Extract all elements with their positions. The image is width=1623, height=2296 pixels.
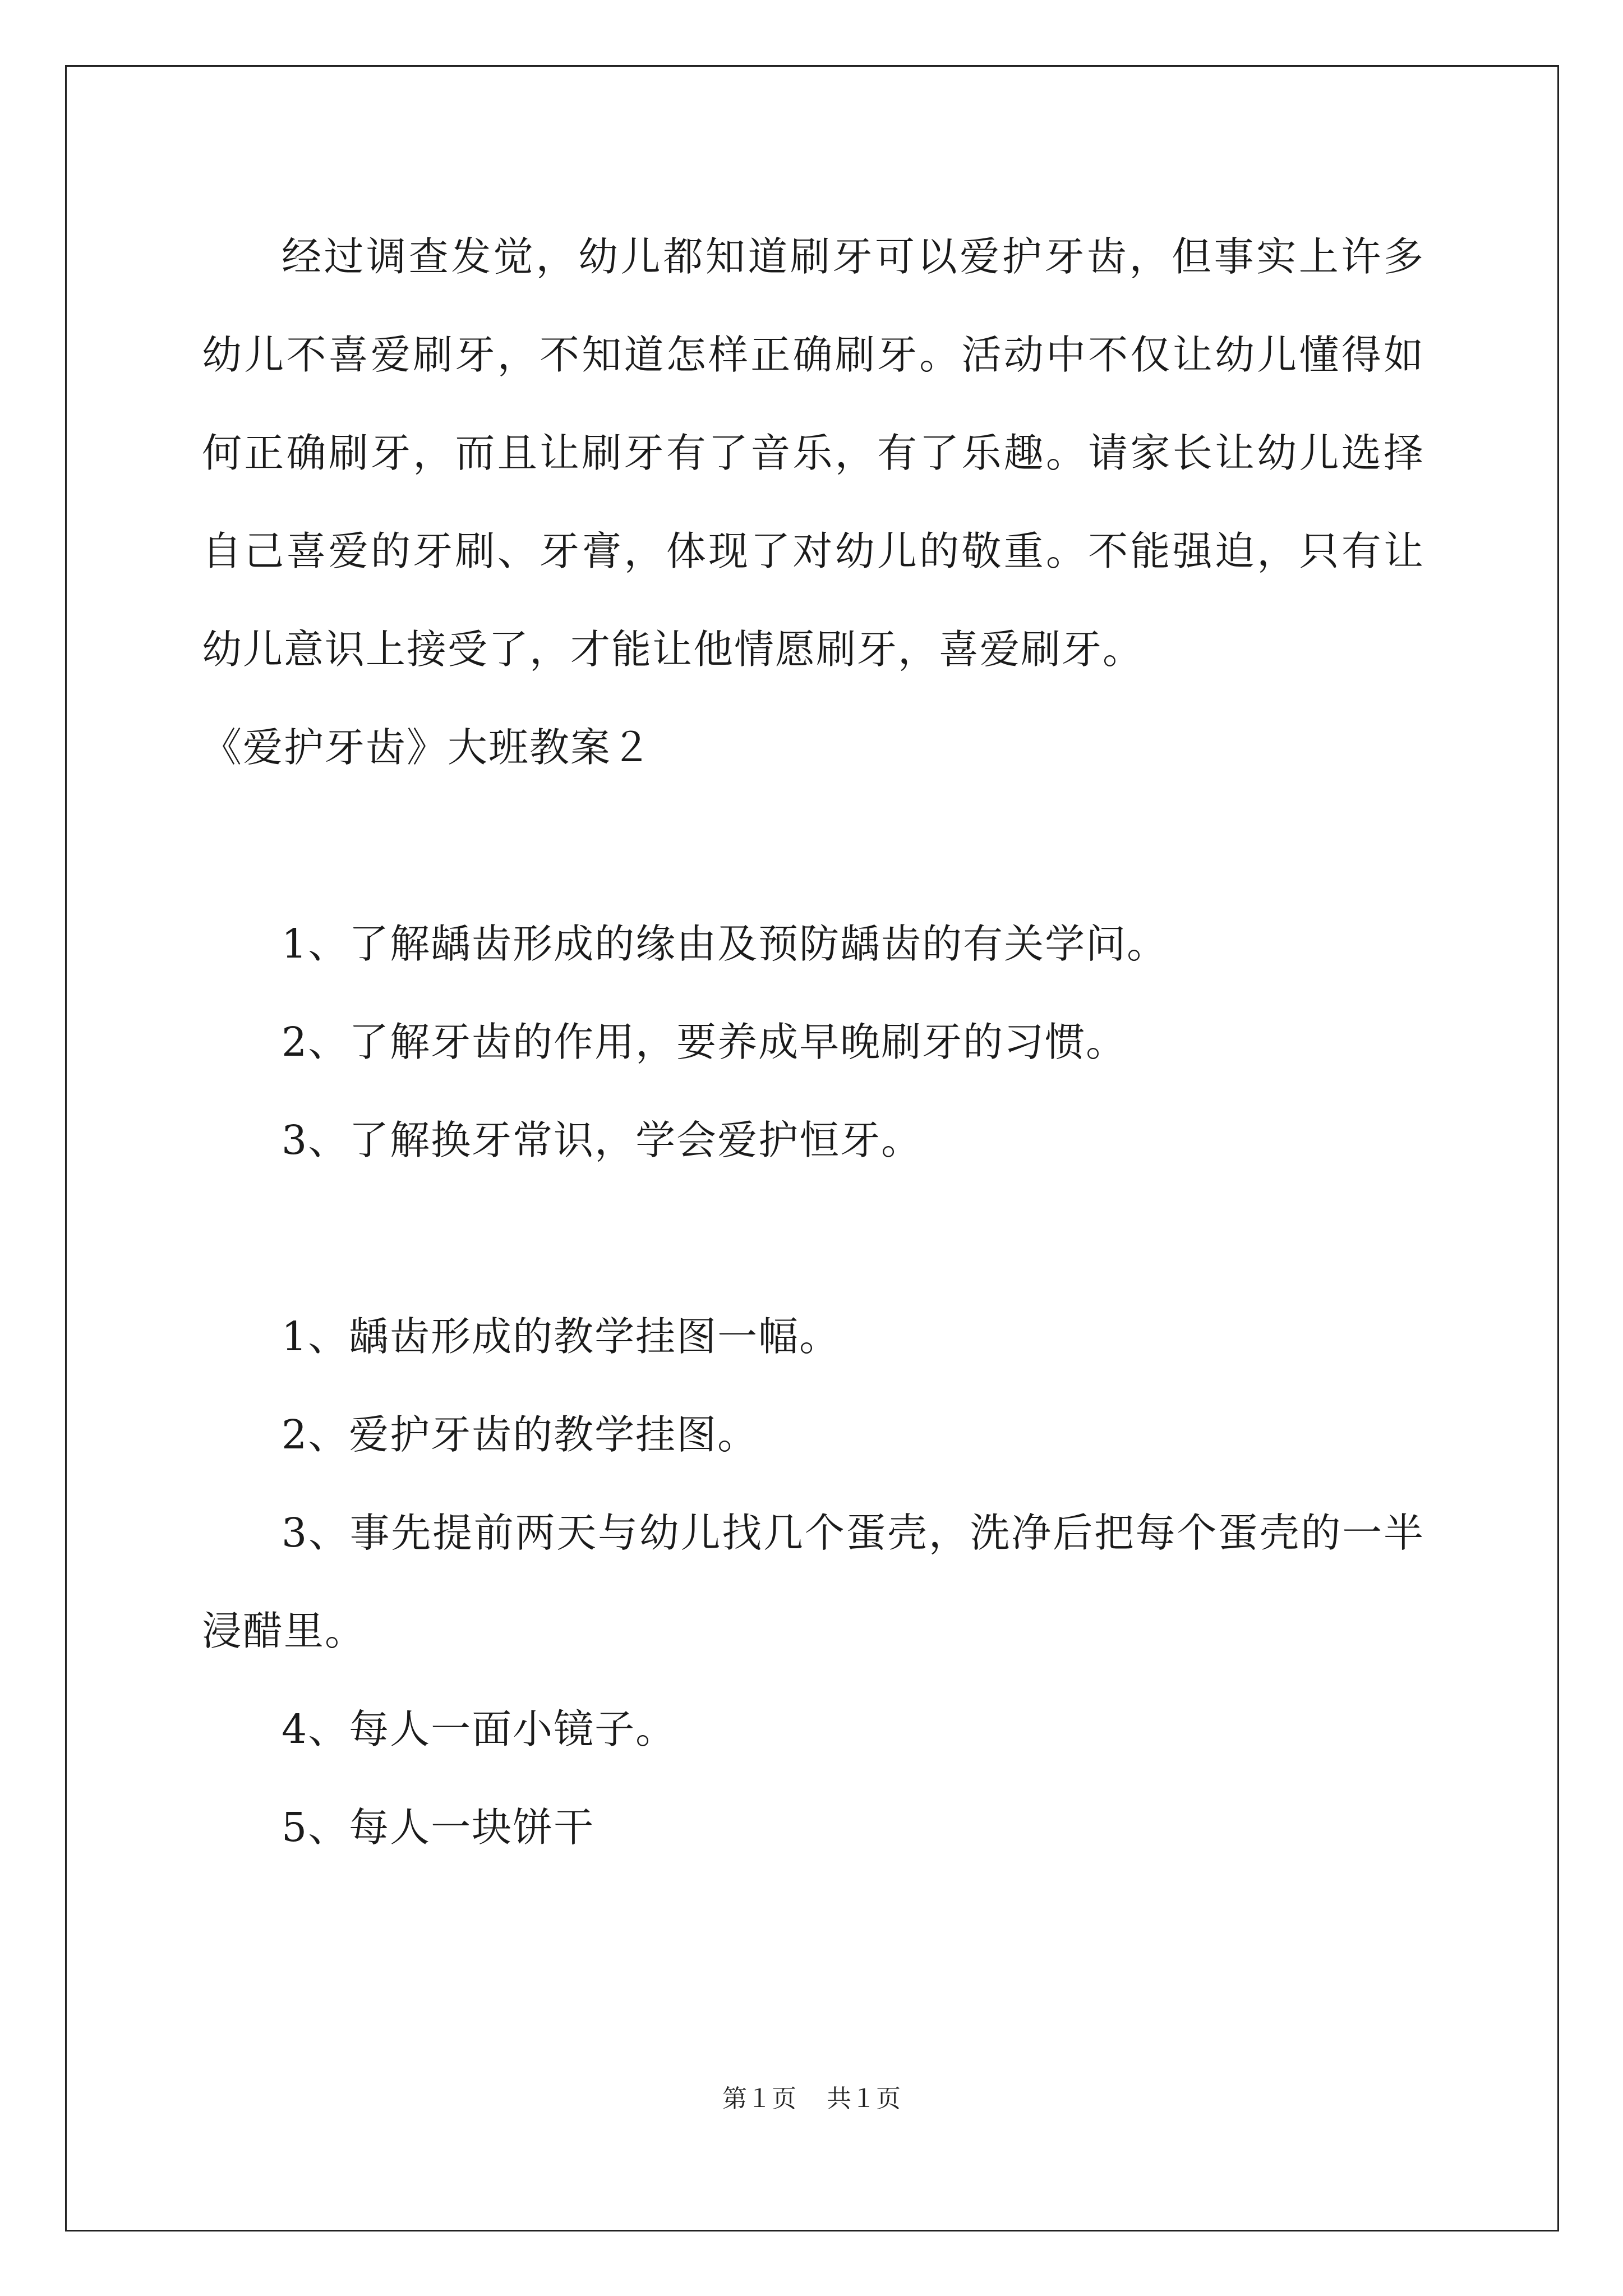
list-item: 1、龋齿形成的教学挂图一幅。: [282, 1313, 841, 1360]
section-title: 《爱护牙齿》大班教案２: [202, 724, 653, 771]
materials-list: [202, 1287, 1424, 1876]
goals-list: [202, 895, 1424, 1189]
spacer: [202, 797, 1424, 895]
spacer: [202, 1189, 1424, 1287]
list-item: 1、了解龋齿形成的缘由及预防龋齿的有关学问。: [282, 921, 1168, 967]
list-item: 4、每人一面小镜子。: [282, 1706, 677, 1752]
list-item: 2、爱护牙齿的教学挂图。: [282, 1411, 759, 1458]
page-total: 共１页: [827, 2085, 901, 2113]
document-body: [202, 208, 1424, 1876]
list-item: 3、事先提前两天与幼儿找几个蛋壳，洗净后把每个蛋壳的一半浸醋里。: [202, 1510, 1424, 1654]
list-item: 2、了解牙齿的作用，要养成早晚刷牙的习惯。: [282, 1019, 1127, 1065]
page-number: 第１页: [722, 2085, 796, 2113]
intro-paragraph: 经过调查发觉，幼儿都知道刷牙可以爱护牙齿，但事实上许多幼儿不喜爱刷牙，不知道怎样正确刷牙。活动中不仅让幼儿懂得如何正确刷牙，而且让刷牙有了音乐，有了乐趣。请家长让幼儿选择自己喜爱的牙刷、牙膏，体现了对幼儿的敬重。不能强迫，只有让幼儿意识上接受了，才能让他情愿刷牙，喜爱刷牙。: [202, 233, 1424, 673]
list-item: 3、了解换牙常识，学会爱护恒牙。: [282, 1117, 923, 1163]
list-item: 5、每人一块饼干: [282, 1804, 595, 1851]
page-footer: [0, 2082, 1623, 2116]
